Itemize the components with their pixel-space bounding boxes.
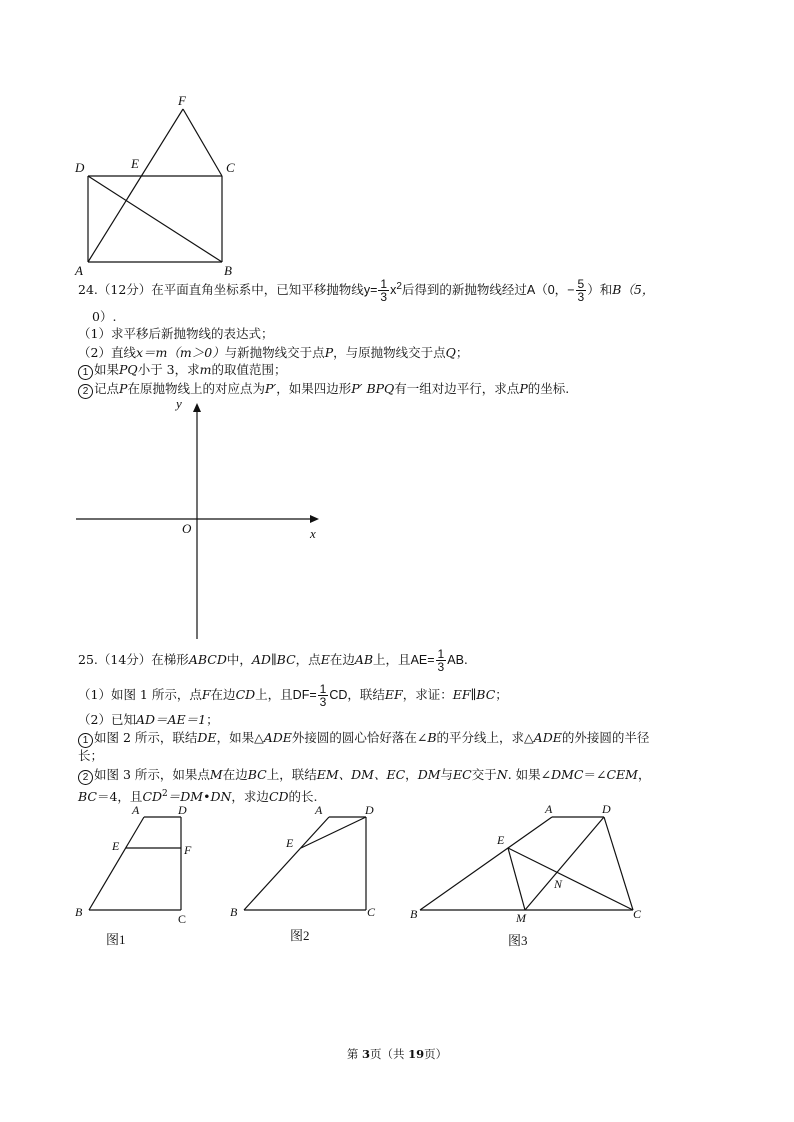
math: PQ [119, 362, 138, 377]
fraction-numerator: 1 [380, 277, 388, 291]
q25-df-rhs: CD [329, 688, 348, 702]
math: ADE [263, 730, 292, 745]
text: 长； [78, 748, 104, 763]
q25-line1 [78, 648, 468, 673]
text: 有一组对边平行，求点 [394, 381, 520, 396]
text: 记点 [94, 381, 120, 396]
text: ，与原抛物线交于点 [333, 345, 446, 360]
y-axis-arrow [193, 403, 201, 412]
q25-df-fraction [318, 683, 329, 708]
figure-3-trapezoid [405, 798, 655, 928]
label-N: N [554, 877, 563, 891]
text: ， [405, 767, 418, 782]
q24-pointA-sign: − [567, 283, 575, 297]
text: 在边 [210, 687, 236, 702]
label-D: D [178, 803, 187, 817]
math: B [427, 730, 437, 745]
q24-func-x: x [390, 283, 397, 297]
q24-stem-b: 后得到的新抛物线经过 [401, 282, 527, 297]
text: 的取值范围； [211, 362, 287, 377]
figure-2-trapezoid [225, 800, 395, 925]
label-B: B [75, 905, 83, 919]
math: CD [268, 789, 289, 805]
origin-label: O [182, 521, 192, 536]
label-F: F [178, 93, 186, 108]
text: ； [206, 712, 219, 727]
label-C: C [367, 905, 376, 919]
math: x＝m（m＞0） [135, 345, 225, 360]
footer-text: 页） [424, 1047, 448, 1061]
q24-number: 24. [78, 282, 98, 297]
math: BC [78, 789, 97, 805]
math: EF [384, 687, 403, 702]
text: 小于 3，求 [137, 362, 200, 377]
footer-text: 第 [346, 1047, 362, 1061]
math: EC [453, 767, 472, 782]
q24-stem-a: 在平面直角坐标系中，已知平移抛物线 [151, 282, 364, 297]
text: 与新抛物线交于点 [224, 345, 325, 360]
fraction-denominator: 3 [437, 660, 445, 674]
q24-line1 [78, 278, 654, 303]
math: P [519, 381, 528, 396]
figure-rectangle-triangle [70, 90, 245, 280]
math: E [320, 652, 330, 667]
text: 在边 [222, 767, 248, 782]
q24-pointB: B（5， [612, 282, 655, 297]
q24-part1 [78, 326, 273, 342]
segment-FC [183, 109, 222, 176]
text: ； [495, 687, 508, 702]
figure-2-caption: 图2 [290, 928, 310, 943]
label-D: D [75, 160, 85, 175]
math: AD＝AE＝1 [135, 712, 207, 727]
q25-df-lhs: DF= [292, 688, 317, 702]
text: ，求证： [402, 687, 453, 702]
q25-sub2 [78, 767, 651, 785]
fraction-numerator: 1 [437, 647, 445, 661]
q24-func-fraction [378, 278, 389, 303]
math: EF∥BC [452, 687, 496, 702]
segment-DC [604, 817, 633, 910]
math: ABCD [188, 652, 227, 667]
math: F [201, 687, 211, 702]
segment-AB [244, 817, 329, 910]
q25-part2 [78, 712, 219, 728]
text: 如果 [94, 362, 120, 377]
text: 交于 [471, 767, 497, 782]
text: . 如果∠ [507, 767, 552, 782]
q25-score: （14分） [97, 652, 152, 667]
math: BC [247, 767, 267, 782]
circled-number-1: 1 [78, 365, 93, 380]
text: ，点 [295, 652, 321, 667]
math: AB [354, 652, 374, 667]
fraction-numerator: 1 [319, 682, 327, 696]
q24-line1-cont [92, 309, 116, 325]
q24-score: （12分） [97, 282, 152, 297]
segment-DM [525, 817, 604, 910]
q24-part1-text: （1）求平移后新抛物线的表达式； [78, 326, 274, 341]
text: ＝∠ [583, 767, 607, 782]
footer-total-pages: 19 [408, 1047, 425, 1061]
text: 的平分线上，求△ [436, 730, 534, 745]
text: 上，且 [255, 687, 293, 702]
figure-3-caption: 图3 [508, 933, 528, 948]
circled-number-1: 1 [78, 733, 93, 748]
math: P′ [264, 381, 277, 396]
q24-pointA-fraction [576, 278, 587, 303]
text: 的坐标. [527, 381, 570, 396]
x-axis-label: x [310, 526, 316, 541]
math: ADE [533, 730, 562, 745]
label-A: A [315, 803, 323, 817]
q24-stem-cont: 0）. [92, 309, 117, 324]
segment-DB [88, 176, 222, 262]
text: 的外接圆的半径 [561, 730, 650, 745]
q24-sub1 [78, 362, 287, 380]
math: DE [197, 730, 217, 745]
text: ，求边 [231, 789, 269, 805]
math: DMC [551, 767, 584, 782]
page-footer [0, 1046, 794, 1062]
text: 与 [440, 767, 454, 782]
math: m [199, 362, 212, 377]
text: 的长. [288, 789, 318, 805]
q25-sub1-cont [78, 748, 103, 764]
q25-ae-lhs: AE= [410, 653, 435, 667]
q24-pointA-close: ） [587, 283, 600, 297]
text: ，联结 [347, 687, 385, 702]
math: ＝DM•DN [167, 789, 232, 805]
q24-pointA: A（0， [526, 283, 568, 297]
text: . [463, 652, 468, 667]
text: 外接圆的圆心恰好落在∠ [291, 730, 428, 745]
fraction-denominator: 3 [577, 290, 585, 304]
label-A: A [132, 803, 140, 817]
label-D: D [365, 803, 374, 817]
figure-1-caption: 图1 [106, 932, 126, 947]
label-A: A [75, 263, 83, 278]
math: P [324, 345, 334, 360]
q25-ae-rhs: AB [447, 653, 464, 667]
label-B: B [230, 905, 238, 919]
footer-page-number: 3 [361, 1047, 370, 1061]
text: （2）已知 [78, 712, 136, 727]
text: 如图 3 所示，如果点 [94, 767, 210, 782]
math: EM、DM、EC [316, 767, 406, 782]
q25-sub1 [78, 730, 649, 748]
text: ＝4，且 [96, 789, 143, 805]
text: （2）直线 [78, 345, 136, 360]
label-E: E [497, 833, 505, 847]
figure-1-trapezoid [70, 800, 210, 925]
label-C: C [633, 907, 642, 921]
label-E: E [286, 836, 294, 850]
q25-ae-fraction [436, 648, 447, 673]
text: 在边 [329, 652, 355, 667]
math: M [209, 767, 223, 782]
circled-number-2: 2 [78, 770, 93, 785]
label-D: D [602, 802, 611, 816]
math: P′ BPQ [351, 381, 395, 396]
label-C: C [178, 912, 187, 925]
label-E: E [131, 156, 139, 171]
text: ，如果△ [216, 730, 264, 745]
fraction-numerator: 5 [577, 277, 585, 291]
fraction-denominator: 3 [380, 290, 388, 304]
coordinate-axes [70, 395, 330, 640]
q24-stem-c: 和 [599, 282, 613, 297]
circled-number-2: 2 [78, 384, 93, 399]
q24-func-exp: 2 [396, 280, 402, 292]
text: ，如果四边形 [276, 381, 352, 396]
footer-text: 页（共 [370, 1047, 409, 1061]
x-axis-arrow [310, 515, 319, 523]
text: 如图 2 所示，联结 [94, 730, 198, 745]
q25-number: 25. [78, 652, 98, 667]
text: 上，联结 [266, 767, 317, 782]
math: N [496, 767, 508, 782]
segment-EM [508, 848, 525, 910]
math: CEM [606, 767, 638, 782]
label-E: E [112, 839, 120, 853]
text: 在原抛物线上的对应点为 [127, 381, 265, 396]
text: 在梯形 [151, 652, 189, 667]
text: ， [637, 767, 651, 782]
math: AD∥BC [251, 652, 296, 667]
text: 上，且 [373, 652, 411, 667]
math: CD [235, 687, 256, 702]
label-C: C [226, 160, 235, 175]
label-F: F [184, 843, 192, 857]
q24-part2 [78, 345, 468, 361]
label-B: B [410, 907, 418, 921]
text: ； [455, 345, 469, 360]
text: 中， [226, 652, 252, 667]
superscript: 2 [162, 789, 168, 799]
q25-part1 [78, 683, 508, 708]
segment-AB [89, 817, 144, 910]
math: DM [417, 767, 441, 782]
math: CD [142, 789, 163, 805]
segment-DE [301, 817, 366, 848]
math: P [119, 381, 128, 396]
label-A: A [545, 802, 553, 816]
q24-func-y: y= [363, 283, 378, 297]
y-axis-label: y [176, 396, 182, 411]
math: Q [445, 345, 456, 360]
text: （1）如图 1 所示，点 [78, 687, 202, 702]
fraction-denominator: 3 [319, 695, 327, 709]
label-B: B [224, 263, 232, 278]
label-M: M [516, 911, 526, 925]
segment-AB [420, 817, 552, 910]
